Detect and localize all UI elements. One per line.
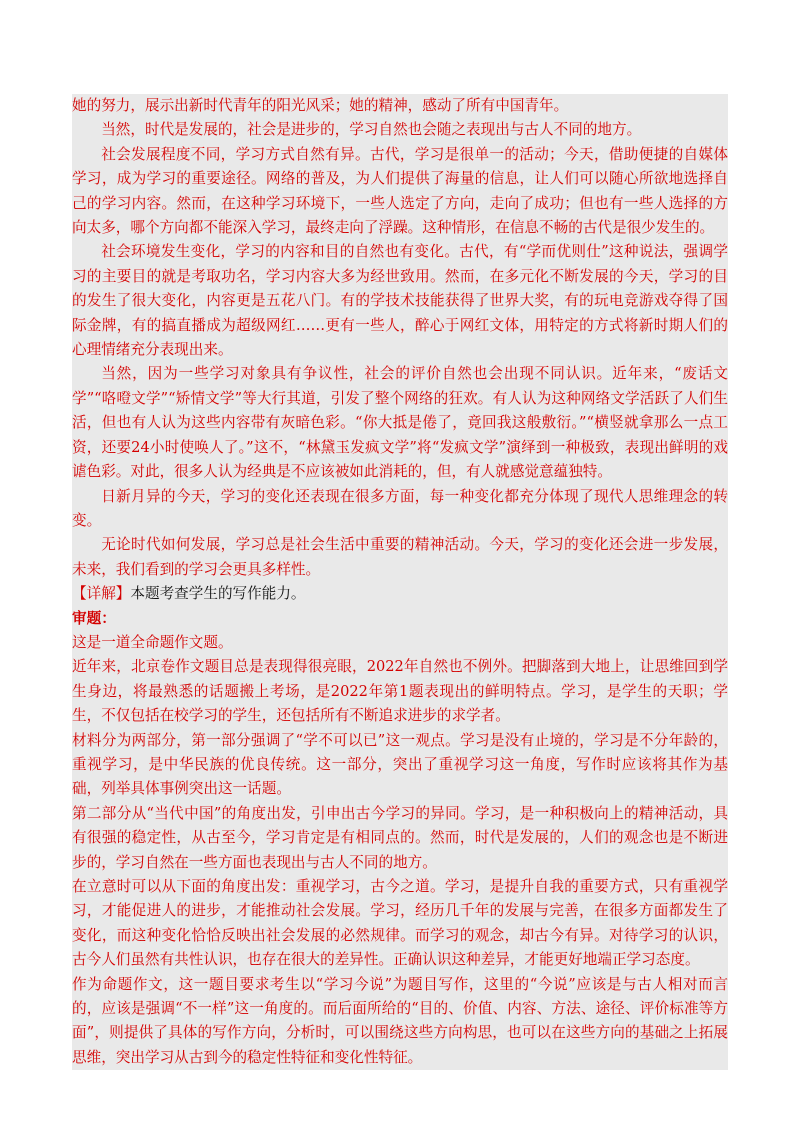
analysis-paragraph: 近年来，北京卷作文题目总是表现得很亮眼，2022年自然也不例外。把脚落到大地上，让思维回到学生身边，将最熟悉的话题搬上考场，是2022年第1题表现出的鲜明特点。学习，是学生的天职；学生，不仅包括在校学习的学生，还包括所有不断追求进步的求学者。 — [72, 658, 728, 725]
analysis-paragraph: 材料分为两部分，第一部分强调了“学不可以已”这一观点。学习是没有止境的，学习是不分年龄的，重视学习，是中华民族的优良传统。这一部分，突出了重视学习这一角度，写作时应该将其作为基础，列举具体事例突出这一话题。 — [72, 731, 728, 798]
analysis-heading: 审题： — [72, 607, 728, 631]
essay-paragraph: 当然，因为一些学习对象具有争议性，社会的评价自然也会出现不同认识。近年来，“废话文学”“咯噔文学”“矫情文学”等大行其道，引发了整个网络的狂欢。有人认为这种网络文学活跃了人们生活，但也有人认为这些内容带有灰暗色彩。“你大抵是倦了，竟回我这般敷衍。”“横竖就拿那么一点工资，还要24小时使唤人了。”这不，“林黛玉发疯文学”将“发疯文学”演绎到一种极致，表现出鲜明的戏谑色彩。对此，很多人认为经典是不应该被如此消耗的，但，有人就感觉意蕴独特。 — [72, 365, 728, 481]
analysis-paragraph: 第二部分从“当代中国”的角度出发，引申出古今学习的异同。学习，是一种积极向上的精神活动，具有很强的稳定性，从古至今，学习肯定是有相同点的。然而，时代是发展的，人们的观念也是不断进步的，学习自然在一些方面也表现出与古人不同的地方。 — [72, 804, 728, 871]
essay-paragraph: 无论时代如何发展，学习总是社会生活中重要的精神活动。今天，学习的变化还会进一步发展，未来，我们看到的学习会更具多样性。 — [72, 536, 728, 578]
essay-paragraph: 当然，时代是发展的，社会是进步的，学习自然也会随之表现出与古人不同的地方。 — [101, 121, 642, 139]
essay-paragraph: 日新月异的今天，学习的变化还表现在很多方面，每一种变化都充分体现了现代人思维理念的转变。 — [72, 487, 728, 529]
document-page — [72, 94, 728, 1070]
analysis-paragraph: 在立意时可以从下面的角度出发：重视学习，古今之道。学习，是提升自我的重要方式，只有重视学习，才能促进人的进步，才能推动社会发展。学习，经历几千年的发展与完善，在很多方面都发生了变化，而这种变化恰恰反映出社会发展的必然规律。而学习的观念，却古今有异。对待学习的认识，古今人们虽然有共性认识，也存在很大的差异性。正确认识这种差异，才能更好地端正学习态度。 — [72, 878, 728, 969]
detail-line — [72, 582, 728, 606]
essay-paragraph: 她的努力，展示出新时代青年的阳光风采；她的精神，感动了所有中国青年。 — [72, 97, 569, 114]
essay-paragraph: 社会发展程度不同，学习方式自然有异。古代，学习是很单一的活动；今天，借助便捷的自媒体学习，成为学习的重要途径。网络的普及，为人们提供了海量的信息，让人们可以随心所欲地选择自己的学习内容。然而，在这种学习环境下，一些人选定了方向，走向了成功；但也有一些人选择的方向太多，哪个方向都不能深入学习，最终走向了浮躁。这种情形，在信息不畅的古代是很少发生的。 — [72, 145, 728, 237]
analysis-paragraph: 作为命题作文，这一题目要求考生以“学习今说”为题目写作，这里的“今说”应该是与古人相对而言的，应该是强调“不一样”这一角度的。而后面所给的“目的、价值、内容、方法、途径、评价标准等方面”，则提供了具体的写作方向，分析时，可以围绕这些方向构思，也可以在这些方向的基础之上拓展思维，突出学习从古到今的稳定性特征和变化性特征。 — [72, 975, 728, 1066]
essay-paragraph: 社会环境发生变化，学习的内容和目的自然也有变化。古代，有“学而优则仕”这种说法，强调学习的主要目的就是考取功名，学习内容大多为经世致用。然而，在多元化不断发展的今天，学习的目的发生了很大变化，内容更是五花八门。有的学技术技能获得了世界大奖，有的玩电竞游戏夺得了国际金牌，有的搞直播成为超级网红……更有一些人，醉心于网红文体，用特定的方式将新时期人们的心理情绪充分表现出来。 — [72, 243, 728, 359]
detail-text: 本题考查学生的写作能力。 — [130, 585, 306, 603]
analysis-section — [72, 631, 728, 1070]
essay-section — [72, 94, 728, 582]
analysis-paragraph: 这是一道全命题作文题。 — [72, 633, 233, 651]
detail-tag: 【详解】 — [72, 585, 131, 603]
